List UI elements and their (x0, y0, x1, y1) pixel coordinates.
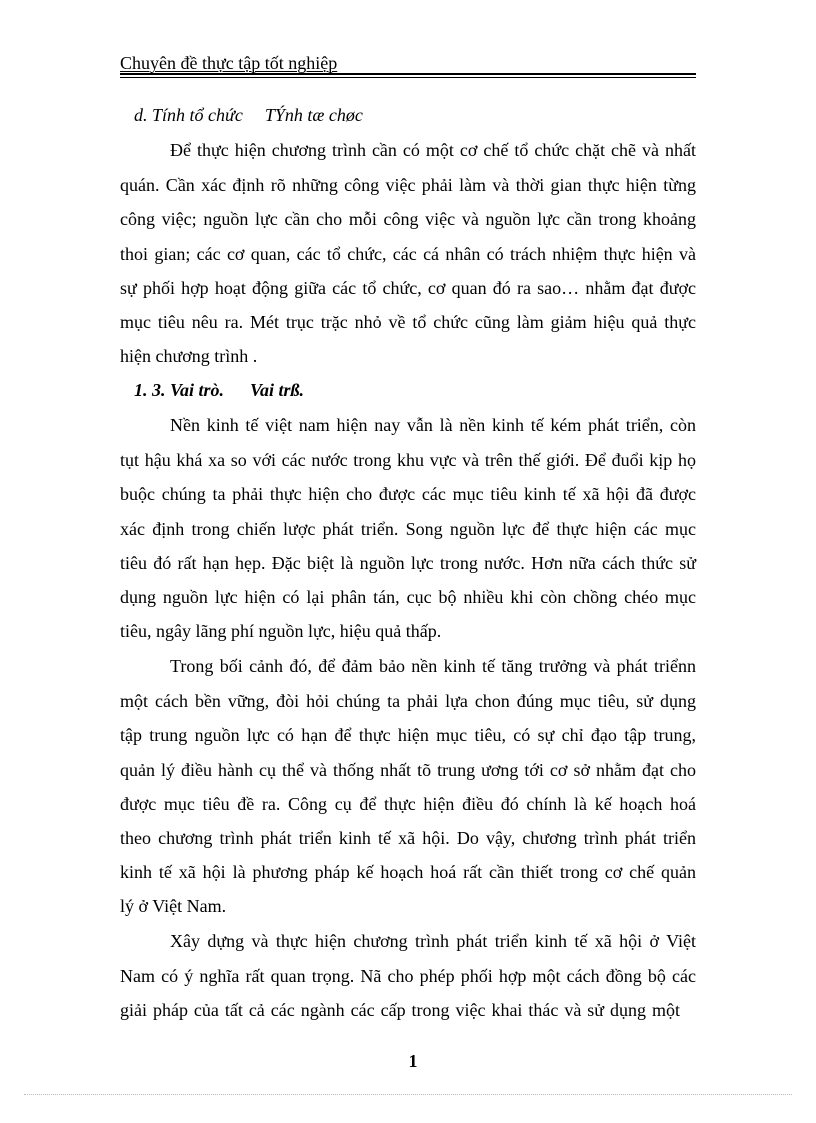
paragraph-2-line: tụt hậu khá xa so với các nước trong khu vực và trên thế giới. Để đuổi kịp họ (120, 450, 696, 470)
header-rule-thin (120, 77, 696, 78)
page-bottom-border (24, 1094, 792, 1095)
paragraph-3-line: kinh tế xã hội là phương pháp kế hoạch hoá rất cần thiết trong cơ chế quản (120, 862, 696, 882)
paragraph-4-line: giải pháp của tất cả các ngành các cấp trong việc khai thác và sử dụng một (120, 1000, 680, 1020)
paragraph-1-line: Để thực hiện chương trình cần có một cơ chế tổ chức chặt chẽ và nhất (170, 140, 696, 160)
section-heading-1-3 (134, 379, 304, 401)
paragraph-2-line: buộc chúng ta phải thực hiện cho được các mục tiêu kinh tế xã hội đã được (120, 484, 696, 504)
paragraph-3-line: một cách bền vững, đòi hỏi chúng ta phải lựa chon đúng mục tiêu, sử dụng (120, 691, 696, 711)
paragraph-2-line: Nền kinh tế việt nam hiện nay vẫn là nền kinh tế kém phát triển, còn (170, 415, 696, 435)
page-number: 1 (408, 1051, 418, 1071)
paragraph-2-line: tiêu đó rất hạn hẹp. Đặc biệt là nguồn lực trong nước. Hơn nữa cách thức sử (120, 553, 696, 573)
paragraph-3-line: lý ở Việt Nam. (120, 896, 227, 916)
paragraph-2-line: xác định trong chiến lược phát triển. Song nguồn lực để thực hiện các mục (120, 519, 696, 539)
paragraph-1-line: hiện chương trình . (120, 346, 258, 366)
paragraph-4-line: Nam có ý nghĩa rất quan trọng. Nã cho phép phối hợp một cách đồng bộ các (120, 966, 696, 986)
section-heading-d (134, 104, 363, 126)
header-rule (120, 73, 696, 75)
paragraph-1-line: sự phối hợp hoạt động giữa các tổ chức, cơ quan đó ra sao… nhằm đạt được (120, 278, 696, 298)
page-header: Chuyên đề thực tập tốt nghiệp (120, 53, 338, 73)
paragraph-3-line: theo chương trình phát triển kinh tế xã hội. Do vậy, chương trình phát triển (120, 828, 696, 848)
paragraph-4-line: Xây dựng và thực hiện chương trình phát triển kinh tế xã hội ở Việt (170, 931, 696, 951)
paragraph-1-line: thoi gian; các cơ quan, các tổ chức, các cá nhân có trách nhiệm thực hiện và (120, 244, 696, 264)
paragraph-3-line: Trong bối cảnh đó, để đảm bảo nền kinh tế tăng trưởng và phát triểnn (170, 656, 696, 676)
paragraph-2-line: tiêu, ngây lãng phí nguồn lực, hiệu quả thấp. (120, 621, 442, 641)
paragraph-3-line: tập trung nguồn lực có hạn để thực hiện mục tiêu, có sự chỉ đạo tập trung, (120, 725, 696, 745)
section-heading-1-3-label: 1. 3. Vai trò. (134, 380, 225, 400)
paragraph-1-line: mục tiêu nêu ra. Mét trục trặc nhỏ về tổ chức cũng làm giảm hiệu quả thực (120, 312, 696, 332)
paragraph-3-line: được mục tiêu đề ra. Công cụ để thực hiện điều đó chính là kế hoạch hoá (120, 794, 696, 814)
section-heading-1-3-garbled: Vai trß. (250, 380, 305, 400)
paragraph-3-line: quản lý điều hành cụ thể và thống nhất tõ trung ương tới cơ sở nhằm đạt cho (120, 760, 696, 780)
section-heading-d-label: d. Tính tổ chức (134, 105, 243, 125)
section-heading-d-garbled: TÝnh tæ chøc (264, 105, 363, 125)
paragraph-2-line: dụng nguồn lực hiện có lại phân tán, cục bộ nhiều khi còn chồng chéo mục (120, 587, 696, 607)
paragraph-1-line: quán. Cần xác định rõ những công việc phải làm và thời gian thực hiện từng (120, 175, 696, 195)
paragraph-1-line: công việc; nguồn lực cần cho mỗi công việc và nguồn lực cần trong khoảng (120, 209, 696, 229)
